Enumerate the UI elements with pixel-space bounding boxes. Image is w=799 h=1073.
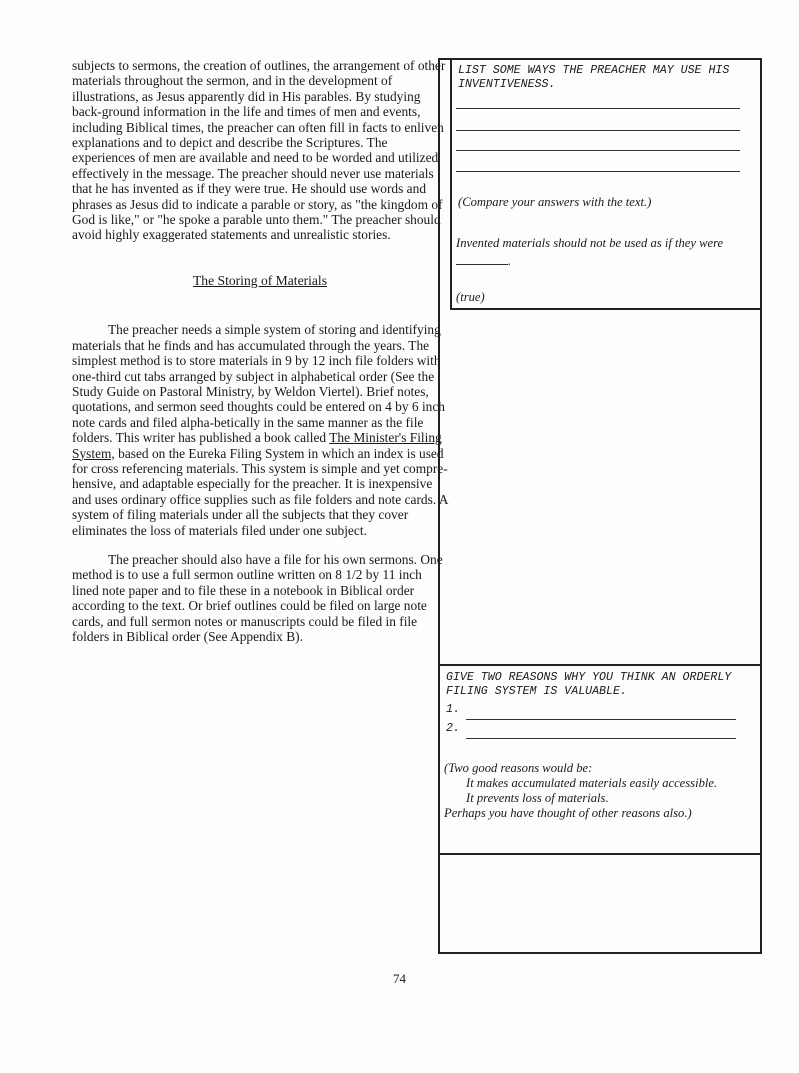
question-invented-materials bbox=[456, 234, 752, 270]
reason-2-label: 2. bbox=[446, 722, 460, 735]
page-number: 74 bbox=[393, 971, 406, 986]
section-heading bbox=[72, 273, 448, 288]
compare-note: (Compare your answers with the text.) bbox=[458, 195, 652, 209]
answer-true: (true) bbox=[456, 290, 485, 304]
workbook-panel-top bbox=[450, 58, 762, 310]
answer-intro: (Two good reasons would be: bbox=[444, 761, 593, 775]
answer-outro: Perhaps you have thought of other reasons also.) bbox=[444, 806, 692, 820]
answer-line[interactable] bbox=[456, 108, 740, 109]
question-invented-end: . bbox=[508, 254, 512, 268]
book-title: The Minister's Filing System, bbox=[72, 430, 442, 461]
answer-line[interactable] bbox=[456, 150, 740, 151]
panel-divider bbox=[438, 853, 762, 855]
panel-divider bbox=[438, 664, 762, 666]
paragraph-storing bbox=[72, 322, 448, 538]
answer-line[interactable] bbox=[456, 171, 740, 172]
answer-reason-b: It prevents loss of materials. bbox=[466, 791, 609, 805]
reason-2-line[interactable] bbox=[466, 738, 736, 739]
answer-line[interactable] bbox=[456, 130, 740, 131]
paragraph-storing-part2: based on the Eureka Filing System in which an index is used for cross referencing materials. This system is simple and yet compre-hensive, and adaptable especially for the preacher. It is inexpensive and uses ordinary office supplies such as file folders and note cards. A system of filing materials under all the subjects that they cover eliminates the loss of materials filed under one subject. bbox=[72, 445, 448, 538]
reason-1-label: 1. bbox=[446, 703, 460, 716]
question-inventiveness: LIST SOME WAYS THE PREACHER MAY USE HIS INVENTIVENESS. bbox=[458, 64, 730, 91]
fill-in-blank[interactable] bbox=[456, 254, 508, 265]
section-heading-text: The Storing of Materials bbox=[192, 272, 328, 288]
paragraph-storing-part1: The preacher needs a simple system of storing and identifying materials that he finds and has accumulated through the years. The simplest method is to store materials in 9 by 12 inch file folders with one-third cut tabs arranged by subject in alphabetical order (See the Study Guide on Pastoral Ministry, by Weldon Viertel). Brief notes, quotations, and sermon seed thoughts could be entered on 4 by 6 inch note cards and filed alpha-betically in the same manner as the file folders. This writer has published a book called bbox=[72, 322, 446, 446]
answer-block bbox=[444, 761, 754, 821]
reason-1-line[interactable] bbox=[466, 719, 736, 720]
answer-reason-a bbox=[444, 776, 736, 791]
question-invented-text: Invented materials should not be used as if they were bbox=[456, 236, 724, 250]
question-filing-system: GIVE TWO REASONS WHY YOU THINK AN ORDERLY FILING SYSTEM IS VALUABLE. bbox=[446, 671, 732, 698]
main-text-column bbox=[72, 58, 448, 644]
paragraph-inventiveness: subjects to sermons, the creation of outlines, the arrangement of other materials throughout the sermon, and in the development of illustrations, as Jesus apparently did in His parables. By studying back-ground information in the life and times of men and events, including Biblical times, the preacher can often fill in facts to enliven explanations and to depict and describe the Scriptures. The experiences of men are available and need to be worded and utilized effectively in the message. The preacher should never use materials that he has invented as if they were true. He should use words and phrases as Jesus did to indicate a parable or story, as "the kingdom of God is like," or "he spoke a parable unto them." The preacher should avoid highly exaggerated statements and unrealistic stories. bbox=[72, 58, 446, 243]
answer-reason-a-text: It makes accumulated materials easily accessible. bbox=[466, 776, 718, 790]
paragraph-sermon-file: The preacher should also have a file for his own sermons. One method is to use a full sermon outline written on 8 1/2 by 11 inch lined note paper and to file these in a notebook in Biblical order according to the text. Or brief outlines could be filed on large note cards, and full sermon notes or manuscripts could be filed in file folders in Biblical order (See Appendix B). bbox=[72, 551, 443, 644]
